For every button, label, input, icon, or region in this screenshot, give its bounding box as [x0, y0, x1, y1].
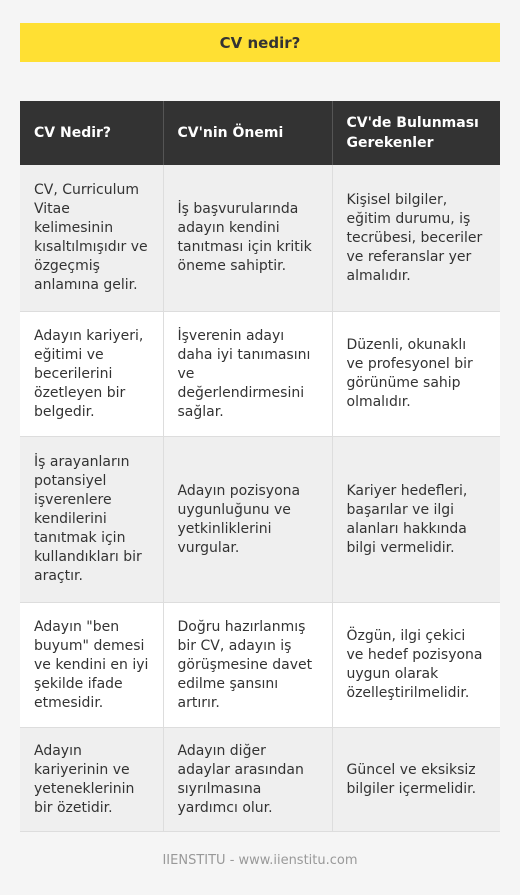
table-cell: İşverenin adayı daha iyi tanımasını ve değerlendirmesini sağlar. — [163, 312, 332, 437]
table-cell: Güncel ve eksiksiz bilgiler içermelidir. — [332, 728, 500, 832]
footer-credit: IIENSTITU - www.iienstitu.com — [162, 853, 358, 868]
table-row — [20, 165, 500, 312]
table-cell: Kariyer hedefleri, başarılar ve ilgi alanları hakkında bilgi vermelidir. — [332, 437, 500, 603]
table-cell: Adayın "ben buyum" demesi ve kendini en iyi şekilde ifade etmesidir. — [20, 603, 163, 728]
table-row — [20, 603, 500, 728]
table-cell: Doğru hazırlanmış bir CV, adayın iş görüşmesine davet edilme şansını artırır. — [163, 603, 332, 728]
table-cell: Kişisel bilgiler, eğitim durumu, iş tecrübesi, beceriler ve referanslar yer almalıdır. — [332, 165, 500, 312]
table-cell: İş başvurularında adayın kendini tanıtması için kritik öneme sahiptir. — [163, 165, 332, 312]
column-header-cv-gerekenler: CV'de Bulunması Gerekenler — [332, 101, 500, 165]
table-cell: Adayın pozisyona uygunluğunu ve yetkinliklerini vurgular. — [163, 437, 332, 603]
table-row — [20, 312, 500, 437]
column-header-cv-onemi: CV'nin Önemi — [163, 101, 332, 165]
table-cell: CV, Curriculum Vitae kelimesinin kısaltılmışıdır ve özgeçmiş anlamına gelir. — [20, 165, 163, 312]
page-title: CV nedir? — [20, 23, 500, 62]
table-cell: Adayın diğer adaylar arasından sıyrılmasına yardımcı olur. — [163, 728, 332, 832]
column-header-cv-nedir: CV Nedir? — [20, 101, 163, 165]
cv-info-table — [20, 101, 500, 832]
table-cell: Özgün, ilgi çekici ve hedef pozisyona uygun olarak özelleştirilmelidir. — [332, 603, 500, 728]
table-header-row — [20, 101, 500, 165]
table-row — [20, 437, 500, 603]
table-row — [20, 728, 500, 832]
table-cell: Düzenli, okunaklı ve profesyonel bir görünüme sahip olmalıdır. — [332, 312, 500, 437]
table-cell: Adayın kariyerinin ve yeteneklerinin bir özetidir. — [20, 728, 163, 832]
table-cell: Adayın kariyeri, eğitimi ve becerilerini özetleyen bir belgedir. — [20, 312, 163, 437]
table-cell: İş arayanların potansiyel işverenlere kendilerini tanıtmak için kullandıkları bir araçtır. — [20, 437, 163, 603]
